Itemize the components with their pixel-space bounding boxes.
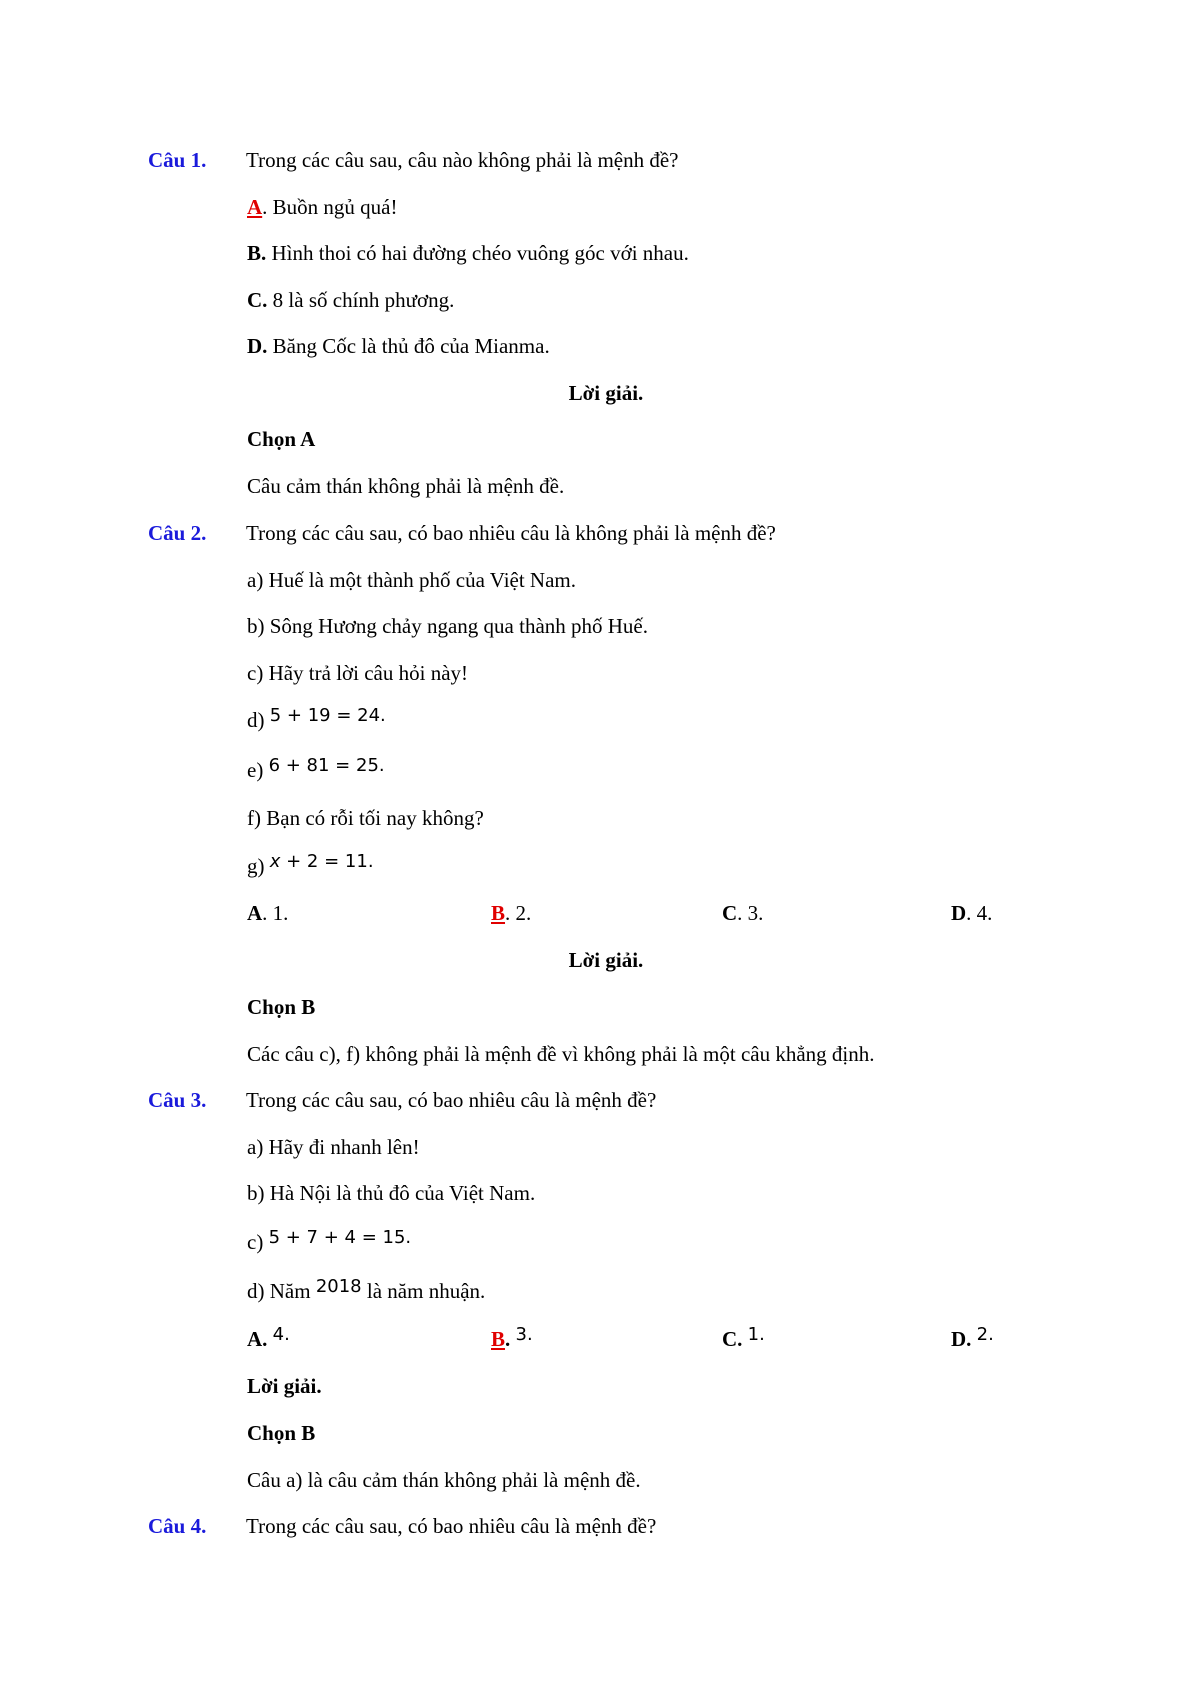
q2-item-f: f) Bạn có rỗi tối nay không? bbox=[247, 806, 484, 830]
q3-choice: Chọn B bbox=[247, 1421, 316, 1445]
question-4-text: Trong các câu sau, có bao nhiêu câu là mệnh đề? bbox=[246, 1514, 657, 1538]
q1-option-d bbox=[247, 331, 550, 361]
q1-solution-title: Lời giải. bbox=[568, 381, 644, 405]
q3-answer-c bbox=[722, 1324, 765, 1356]
q2-item-d-prefix: d) bbox=[247, 708, 270, 732]
q2-item-a: a) Huế là một thành phố của Việt Nam. bbox=[247, 568, 577, 592]
question-3-text: Trong các câu sau, có bao nhiêu câu là mệnh đề? bbox=[246, 1088, 657, 1112]
q3-item-c-prefix: c) bbox=[247, 1230, 269, 1254]
q2-answer-a-text: . 1. bbox=[262, 901, 289, 925]
q3-item-a: a) Hãy đi nhanh lên! bbox=[247, 1135, 420, 1159]
q3-item-d-rest: là năm nhuận. bbox=[361, 1279, 486, 1303]
q2-item-e-math: 6 + 81 = 25. bbox=[268, 755, 385, 776]
q3-item-c-math: 5 + 7 + 4 = 15. bbox=[268, 1227, 412, 1248]
q1-option-b bbox=[247, 238, 689, 268]
q3-item-d bbox=[247, 1276, 485, 1308]
q1-option-a-text: . Buồn ngủ quá! bbox=[262, 195, 398, 219]
question-1-text: Trong các câu sau, câu nào không phải là mệnh đề? bbox=[246, 148, 679, 172]
q2-item-e-prefix: e) bbox=[247, 758, 269, 782]
q1-option-c-letter: C. bbox=[247, 288, 268, 312]
q3-item-d-year: 2018 bbox=[315, 1276, 362, 1297]
q2-item-g-prefix: g) bbox=[247, 854, 270, 878]
q3-item-d-prefix: d) Năm bbox=[247, 1279, 316, 1303]
q3-item-c bbox=[247, 1227, 411, 1259]
q3-answer-a-value: 4. bbox=[272, 1324, 290, 1345]
q3-solution-title: Lời giải. bbox=[247, 1374, 322, 1398]
q1-explanation: Câu cảm thán không phải là mệnh đề. bbox=[247, 474, 565, 498]
q2-item-d-math: 5 + 19 = 24. bbox=[269, 705, 386, 726]
q1-option-c-text: 8 là số chính phương. bbox=[267, 288, 455, 312]
q3-item-b: b) Hà Nội là thủ đô của Việt Nam. bbox=[247, 1181, 536, 1205]
q1-option-b-text: Hình thoi có hai đường chéo vuông góc với nhau. bbox=[266, 241, 689, 265]
q2-answer-b-letter: B bbox=[491, 901, 506, 925]
q3-answer-d-value: 2. bbox=[976, 1324, 994, 1345]
q3-answer-b bbox=[491, 1324, 533, 1356]
q2-solution-title: Lời giải. bbox=[568, 948, 644, 972]
q2-answer-d-letter: D bbox=[951, 901, 967, 925]
q3-answer-c-letter: C. bbox=[722, 1327, 743, 1351]
q3-answer-c-value: 1. bbox=[747, 1324, 765, 1345]
q2-item-b: b) Sông Hương chảy ngang qua thành phố Huế. bbox=[247, 614, 648, 638]
q2-item-d bbox=[247, 705, 386, 737]
q2-answer-c bbox=[722, 898, 763, 928]
q3-answer-d bbox=[951, 1324, 994, 1356]
q2-answer-a-letter: A bbox=[247, 901, 263, 925]
q2-answer-b bbox=[491, 898, 531, 928]
q2-choice: Chọn B bbox=[247, 995, 316, 1019]
q2-answer-c-letter: C bbox=[722, 901, 738, 925]
q2-item-e bbox=[247, 755, 385, 787]
q1-option-c bbox=[247, 285, 454, 315]
q3-answer-a bbox=[247, 1324, 290, 1356]
question-2-text: Trong các câu sau, có bao nhiêu câu là không phải là mệnh đề? bbox=[246, 521, 776, 545]
q2-item-g bbox=[247, 851, 374, 883]
q3-answer-b-value: 3. bbox=[515, 1324, 533, 1345]
q1-option-d-text: Băng Cốc là thủ đô của Mianma. bbox=[267, 334, 550, 358]
q1-option-a-letter: A bbox=[247, 195, 263, 219]
q1-option-a bbox=[247, 192, 398, 222]
q1-option-b-letter: B. bbox=[247, 241, 267, 265]
q2-answer-c-text: . 3. bbox=[737, 901, 764, 925]
question-3-label: Câu 3. bbox=[148, 1088, 207, 1112]
question-2-label: Câu 2. bbox=[148, 521, 207, 545]
q2-answer-a bbox=[247, 898, 288, 928]
question-1-label: Câu 1. bbox=[148, 148, 207, 172]
q2-item-c: c) Hãy trả lời câu hỏi này! bbox=[247, 661, 469, 685]
q2-answer-d bbox=[951, 898, 992, 928]
q2-item-g-rest: + 2 = 11. bbox=[280, 851, 374, 872]
q2-explanation: Các câu c), f) không phải là mệnh đề vì không phải là một câu khẳng định. bbox=[247, 1042, 875, 1066]
q3-answer-d-letter: D. bbox=[951, 1327, 972, 1351]
q2-item-g-math bbox=[270, 851, 374, 872]
q2-item-g-variable: x bbox=[269, 851, 281, 872]
q3-answer-b-letter: B bbox=[491, 1327, 506, 1351]
q3-explanation: Câu a) là câu cảm thán không phải là mệnh đề. bbox=[247, 1468, 641, 1492]
q2-answer-d-text: . 4. bbox=[966, 901, 993, 925]
q2-answer-b-text: . 2. bbox=[505, 901, 532, 925]
q3-answer-b-dot: . bbox=[505, 1327, 511, 1351]
q3-answer-a-letter: A. bbox=[247, 1327, 268, 1351]
q1-choice: Chọn A bbox=[247, 427, 316, 451]
q1-option-d-letter: D. bbox=[247, 334, 268, 358]
question-4-label: Câu 4. bbox=[148, 1514, 207, 1538]
